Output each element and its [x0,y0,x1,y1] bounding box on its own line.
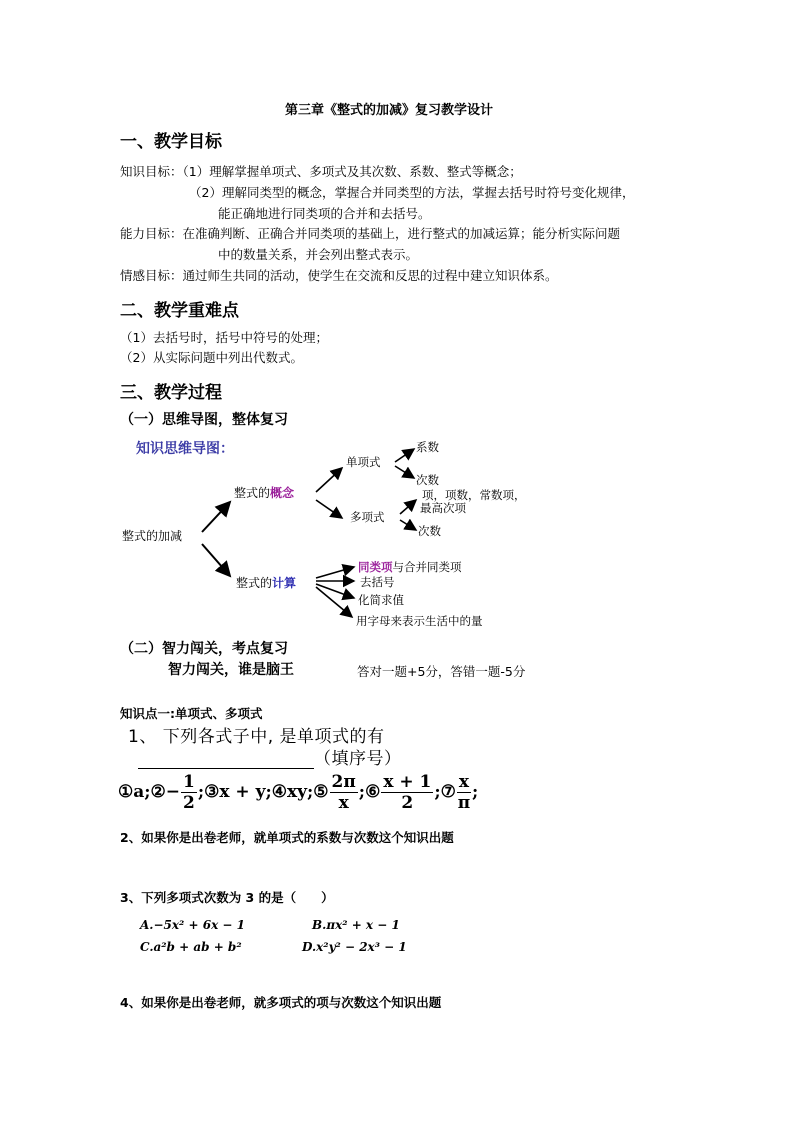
section-heading-key-points: 二、教学重难点 [120,301,239,321]
option-1-2: ①a;②− [118,782,181,802]
monomial-coefficient: 系数 [416,440,439,454]
knowledge-goal-line-1: 知识目标：（1）理解掌握单项式、多项式及其次数、系数、整式等概念； [120,164,522,179]
concept-highlight: 概念 [270,486,295,500]
option-3-5: ;③x + y;④xy;⑤ [197,782,329,802]
question-3-option-b[interactable]: B.πx² + x − 1 [312,918,400,932]
fraction-x-over-pi: $\frac{x}{\pi}$ [457,772,471,813]
connector-root-concept [202,502,230,532]
question-1-fill-line [138,744,402,769]
knowledge-goal-line-3: 能正确地进行同类项的合并和去括号。 [218,206,431,221]
question-3-option-d[interactable]: D.x²y² − 2x³ − 1 [302,940,407,954]
mind-map-diagram [120,434,545,634]
key-point-1: （1）去括号时，括号中符号的处理； [120,330,328,345]
connector-polynomial-degree [400,520,416,530]
page-title: 第三章《整式的加减》复习教学设计 [285,103,494,118]
connector-root-calc [202,544,230,576]
monomial-degree: 次数 [416,473,439,487]
option-6: ;⑥ [358,782,381,802]
connector-monomial-degree [395,466,414,478]
polynomial-terms: 项，项数，常数项， [422,488,526,502]
connector-concept-polynomial [316,500,342,518]
emotion-goal: 情感目标：通过师生共同的活动，使学生在交流和反思的过程中建立知识体系。 [120,268,558,283]
calc-node: 整式的计算 [236,576,297,590]
calc-item-simplify: 化简求值 [358,593,404,607]
question-3-option-a[interactable]: A.−5x² + 6x − 1 [140,918,245,932]
mind-map-heading: 知识思维导图： [136,441,234,457]
question-1-fill-hint: （填序号） [314,749,402,769]
question-3-option-c[interactable]: C.a²b + ab + b² [140,940,242,954]
ability-goal-line-1: 能力目标：在准确判断、正确合并同类项的基础上，进行整式的加减运算；能分析实际问题 [120,226,621,241]
mind-map-root: 整式的加减 [122,529,183,543]
key-point-2: （2）从实际问题中列出代数式。 [120,350,303,365]
calc-item-brackets: 去括号 [360,575,395,589]
question-4: 4、如果你是出卷老师，就多项式的项与次数这个知识出题 [120,995,442,1010]
option-7: ;⑦ [434,782,456,802]
connector-polynomial-terms [400,500,416,514]
question-1-options [118,772,478,813]
fraction-x-plus-1-over-2: $\frac{x + 1}{2}$ [383,772,432,813]
question-1-text: 1、 下列各式子中, 是单项式的有 [128,727,385,747]
polynomial-node: 多项式 [350,510,385,524]
monomial-node: 单项式 [346,455,381,469]
connector-monomial-coef [395,449,414,462]
answer-blank[interactable] [138,754,314,769]
process-part-1: （一）思维导图，整体复习 [120,412,288,428]
knowledge-point-title: 知识点一:单项式、多项式 [120,706,263,721]
concept-node: 整式的概念 [234,486,295,500]
fraction-half: $\frac{1}{2}$ [183,772,195,813]
connector-calc-4 [316,587,352,617]
polynomial-highest-term: 最高次项 [420,501,466,515]
question-3: 3、下列多项式次数为 3 的是（ ） [120,890,334,905]
calc-item-letters: 用字母来表示生活中的量 [356,614,483,628]
process-part-2: （二）智力闯关，考点复习 [120,641,288,657]
connector-calc-1 [316,567,354,578]
question-2: 2、如果你是出卷老师，就单项式的系数与次数这个知识出题 [120,830,454,845]
calc-item-like-terms: 同类项与合并同类项 [358,560,462,574]
options-end: ; [472,782,479,802]
section-heading-goals: 一、教学目标 [120,132,222,152]
connector-concept-monomial [316,468,342,492]
game-title: 智力闯关，谁是脑王 [168,662,294,678]
section-heading-process: 三、教学过程 [120,383,222,403]
ability-goal-line-2: 中的数量关系，并会列出整式表示。 [218,247,419,262]
calc-highlight: 计算 [272,576,297,590]
polynomial-degree: 次数 [418,524,441,538]
knowledge-goal-line-2: （2）理解同类型的概念，掌握合并同类型的方法，掌握去括号时符号变化规律， [189,185,635,200]
fraction-2pi-over-x: $\frac{2\pi}{x}$ [331,772,356,813]
scoring-rule: 答对一题+5分，答错一题-5分 [357,664,526,679]
